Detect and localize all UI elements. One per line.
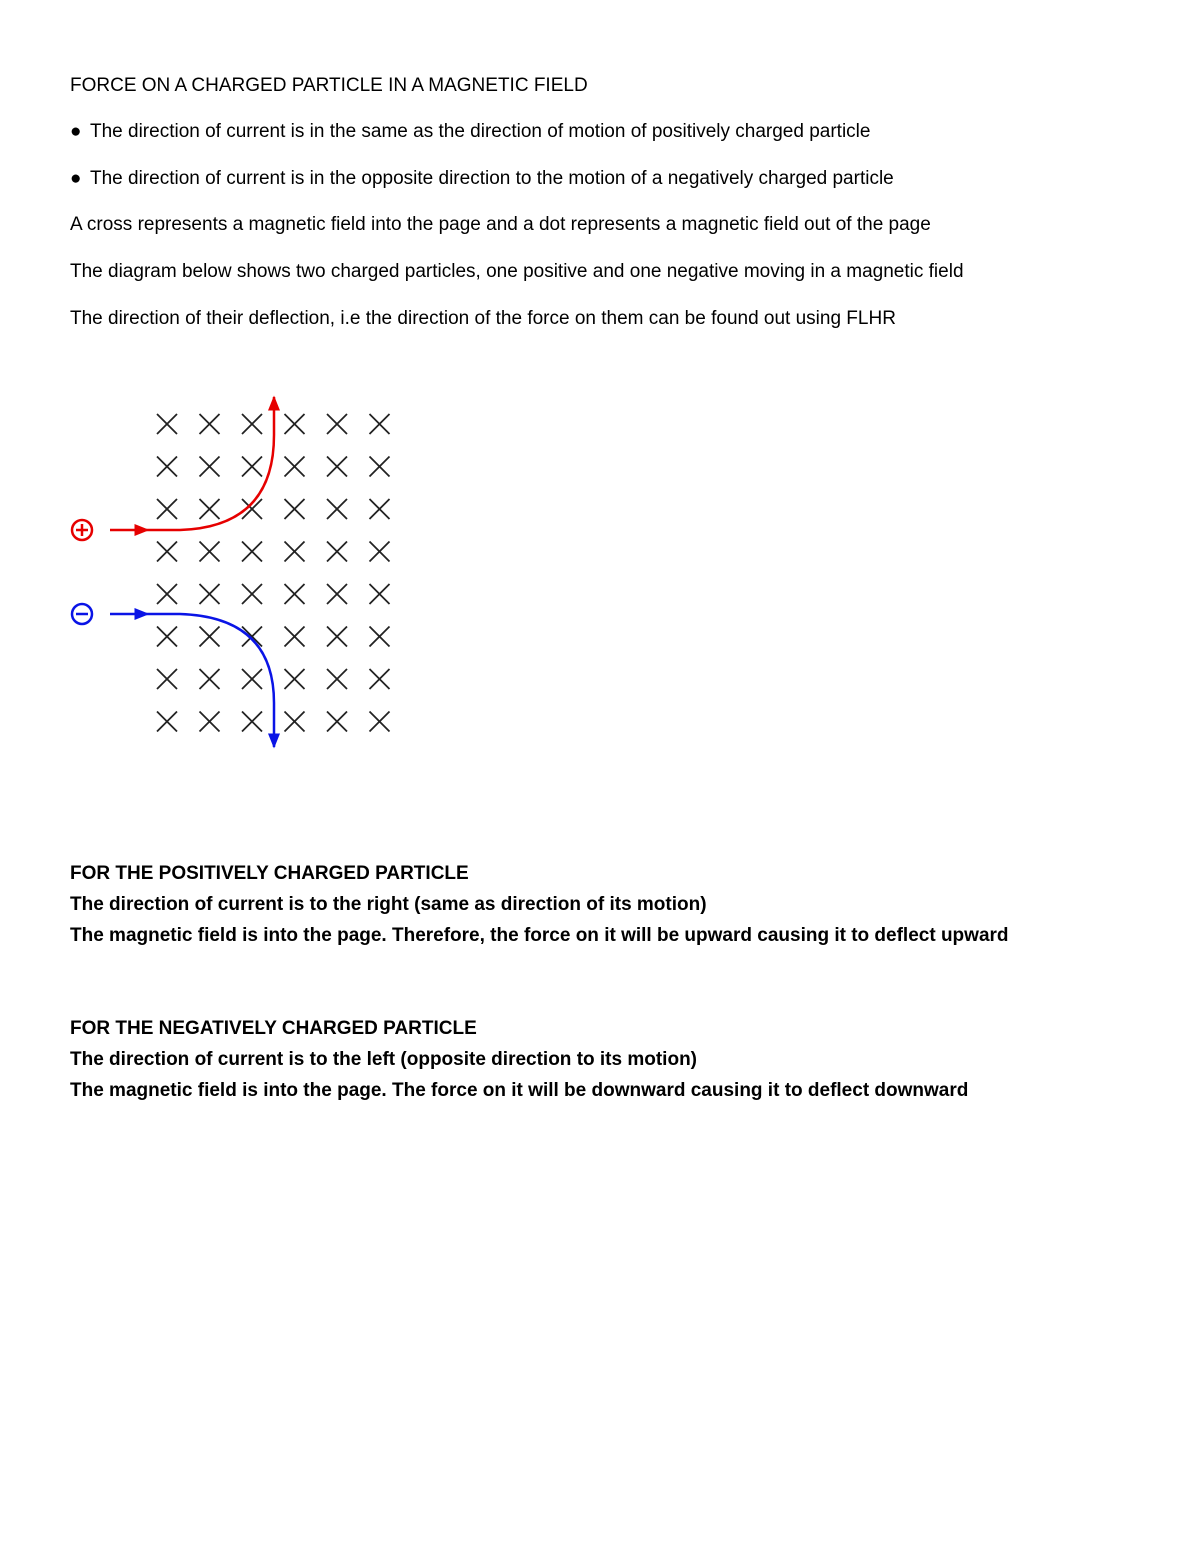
field-cross-icon <box>242 669 262 689</box>
flhr-explanation: The direction of their deflection, i.e the direction of the force on them can be found out using FLHR <box>70 308 896 329</box>
field-cross-icon <box>242 712 262 732</box>
field-cross-icon <box>242 542 262 562</box>
negative-section-heading: FOR THE NEGATIVELY CHARGED PARTICLE <box>70 1018 477 1039</box>
field-cross-icon <box>285 457 305 477</box>
field-cross-icon <box>327 669 347 689</box>
bullet-item-negative <box>70 167 894 191</box>
positive-section-heading: FOR THE POSITIVELY CHARGED PARTICLE <box>70 863 469 884</box>
bullet-item-positive <box>70 120 870 144</box>
field-cross-icon <box>200 457 220 477</box>
field-cross-icon <box>157 584 177 604</box>
negative-section-current: The direction of current is to the left (opposite direction to its motion) <box>70 1049 697 1070</box>
field-cross-icon <box>327 712 347 732</box>
field-cross-icon <box>370 627 390 647</box>
field-cross-icon <box>285 414 305 434</box>
field-cross-icon <box>370 499 390 519</box>
field-cross-icon <box>200 712 220 732</box>
magnetic-field-diagram <box>60 385 410 760</box>
document-title: FORCE ON A CHARGED PARTICLE IN A MAGNETIC FIELD <box>70 75 588 96</box>
negative-particle <box>72 604 92 624</box>
field-cross-icon <box>242 457 262 477</box>
positive-section-force: The magnetic field is into the page. Therefore, the force on it will be upward causing it to deflect upward <box>70 925 1009 946</box>
positive-particle <box>72 520 92 540</box>
negative-section-force: The magnetic field is into the page. The force on it will be downward causing it to deflect downward <box>70 1080 969 1101</box>
field-cross-icon <box>327 414 347 434</box>
field-cross-icon <box>157 627 177 647</box>
field-cross-icon <box>157 414 177 434</box>
field-cross-icon <box>200 584 220 604</box>
bullet-text: The direction of current is in the opposite direction to the motion of a negatively charged particle <box>90 168 894 189</box>
field-cross-icon <box>285 627 305 647</box>
field-cross-icon <box>327 457 347 477</box>
bullet-icon: ● <box>70 121 82 142</box>
cross-dot-explanation: A cross represents a magnetic field into the page and a dot represents a magnetic field out of the page <box>70 214 931 235</box>
positive-section-current: The direction of current is to the right (same as direction of its motion) <box>70 894 707 915</box>
field-cross-icon <box>242 627 262 647</box>
diagram-description: The diagram below shows two charged particles, one positive and one negative moving in a magnetic field <box>70 261 964 282</box>
field-cross-icon <box>157 542 177 562</box>
bullet-text: The direction of current is in the same as the direction of motion of positively charged particle <box>90 121 871 142</box>
field-cross-icon <box>370 712 390 732</box>
field-cross-icon <box>200 414 220 434</box>
field-cross-icon <box>200 542 220 562</box>
field-cross-icon <box>370 457 390 477</box>
field-cross-icon <box>285 499 305 519</box>
field-cross-icon <box>370 584 390 604</box>
field-cross-icon <box>200 627 220 647</box>
field-cross-icon <box>242 584 262 604</box>
field-cross-icon <box>285 542 305 562</box>
field-cross-icon <box>157 457 177 477</box>
field-cross-icon <box>285 669 305 689</box>
field-cross-icon <box>157 499 177 519</box>
field-cross-icon <box>327 627 347 647</box>
field-cross-icon <box>370 414 390 434</box>
field-cross-icon <box>200 669 220 689</box>
field-cross-icon <box>370 669 390 689</box>
field-cross-icon <box>157 712 177 732</box>
field-cross-icon <box>327 542 347 562</box>
field-cross-icon <box>327 584 347 604</box>
bullet-icon: ● <box>70 168 82 189</box>
field-cross-icon <box>200 499 220 519</box>
field-cross-icon <box>242 414 262 434</box>
field-cross-icon <box>285 584 305 604</box>
field-cross-icon <box>327 499 347 519</box>
field-cross-icon <box>370 542 390 562</box>
field-cross-icon <box>157 669 177 689</box>
field-cross-icon <box>285 712 305 732</box>
